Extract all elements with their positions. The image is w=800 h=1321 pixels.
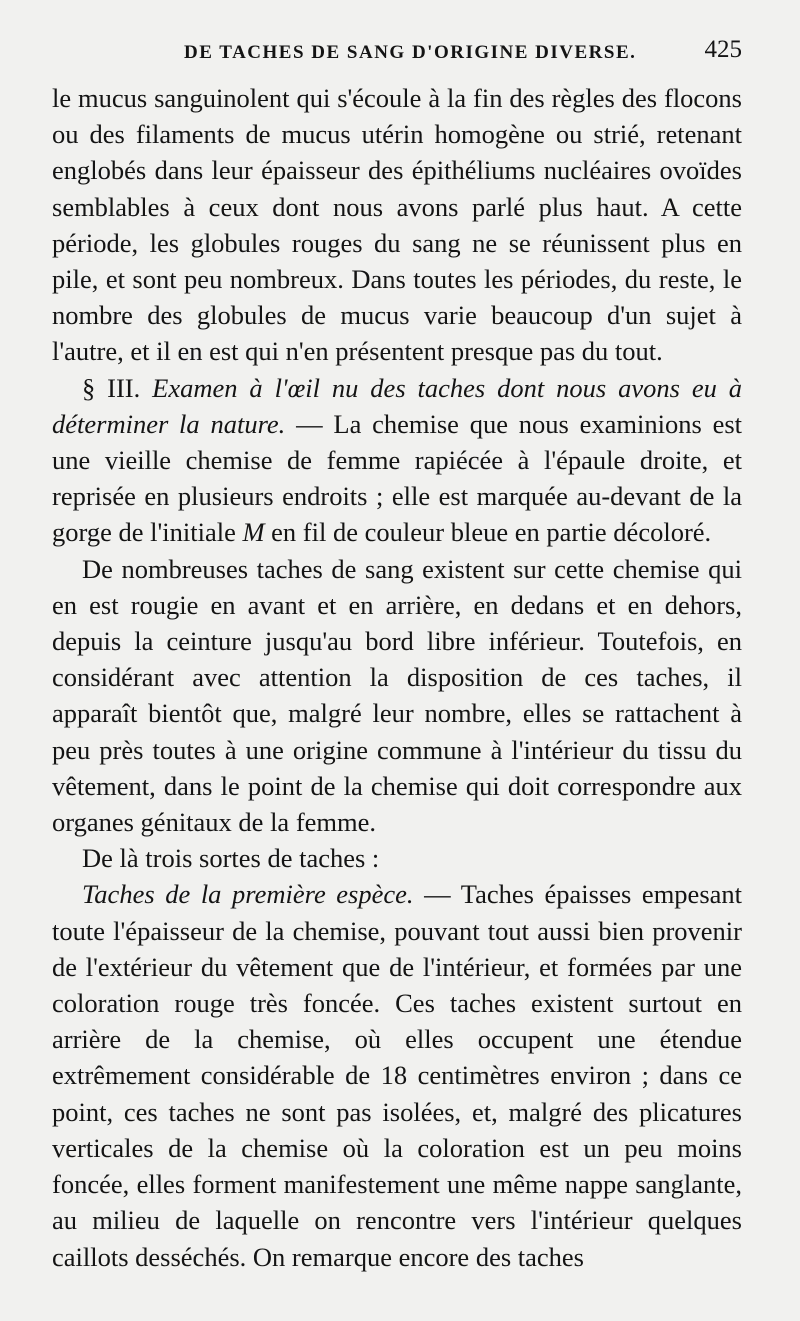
paragraph-text-after: en fil de couleur bleue en partie décoloré. bbox=[271, 517, 712, 548]
subsection-heading: Taches de la première espèce. bbox=[82, 879, 414, 910]
paragraph-text: — La chemise que nous examinions est une vieille chemise de femme rapiécée à l'épaule droite, et reprisée en plusieurs endroits ; elle est marquée au-devant de la gorge de l'initiale bbox=[52, 408, 743, 548]
running-header bbox=[52, 0, 754, 64]
paragraph-first-kind bbox=[52, 876, 742, 1274]
body-text bbox=[52, 80, 742, 1275]
section-number: § III. bbox=[82, 372, 141, 403]
paragraph-continued bbox=[52, 80, 742, 370]
paragraph-stains bbox=[52, 551, 742, 841]
paragraph-text: De nombreuses taches de sang existent sur cette chemise qui en est rougie en avant et en arrière, en dedans et en dehors, depuis la ceinture jusqu'au bord libre inférieur. Toutefois, en considérant avec attention la disposition de ces taches, il apparaît bientôt que, malgré leur nombre, elles se rattachent à peu près toutes à une origine commune à l'intérieur du tissu du vêtement, dans le point de la chemise qui doit correspondre aux organes génitaux de la femme. bbox=[52, 553, 742, 838]
section-heading: Examen à l'œil nu des taches dont nous avons eu à déterminer la nature. bbox=[52, 372, 742, 439]
paragraph-text: — Taches épaisses empesant toute l'épaisseur de la chemise, pouvant tout aussi bien provenir de l'extérieur du vêtement que de l'intérieur, et formées par une coloration rouge très foncée. Ces taches existent surtout en arrière de la chemise, où elles occupent une étendue extrêmement considérable de 18 centimètres environ ; dans ce point, ces taches ne sont pas isolées, et, malgré des plicatures verticales de la chemise où la coloration est un peu moins foncée, elles forment manifestement une même nappe sanglante, au milieu de laquelle on rencontre vers l'intérieur quelques caillots desséchés. On remarque encore des taches bbox=[52, 879, 743, 1272]
running-title: DE TACHES DE SANG D'ORIGINE DIVERSE. bbox=[184, 42, 637, 63]
initial-letter: M bbox=[242, 517, 265, 548]
paragraph-section-three bbox=[52, 370, 742, 551]
page-number: 425 bbox=[704, 36, 742, 63]
paragraph-text: le mucus sanguinolent qui s'écoule à la fin des règles des flocons ou des filaments de mucus utérin homogène ou strié, retenant englobés dans leur épaisseur des épithéliums nucléaires ovoïdes semblables à ceux dont nous avons parlé plus haut. A cette période, les globules rouges du sang ne se réunissent plus en pile, et sont peu nombreux. Dans toutes les périodes, du reste, le nombre des globules de mucus varie beaucoup d'un sujet à l'autre, et il en est qui n'en présentent presque pas du tout. bbox=[52, 83, 742, 367]
paragraph-text: De là trois sortes de taches : bbox=[82, 843, 380, 874]
paragraph-three-kinds bbox=[52, 840, 742, 876]
